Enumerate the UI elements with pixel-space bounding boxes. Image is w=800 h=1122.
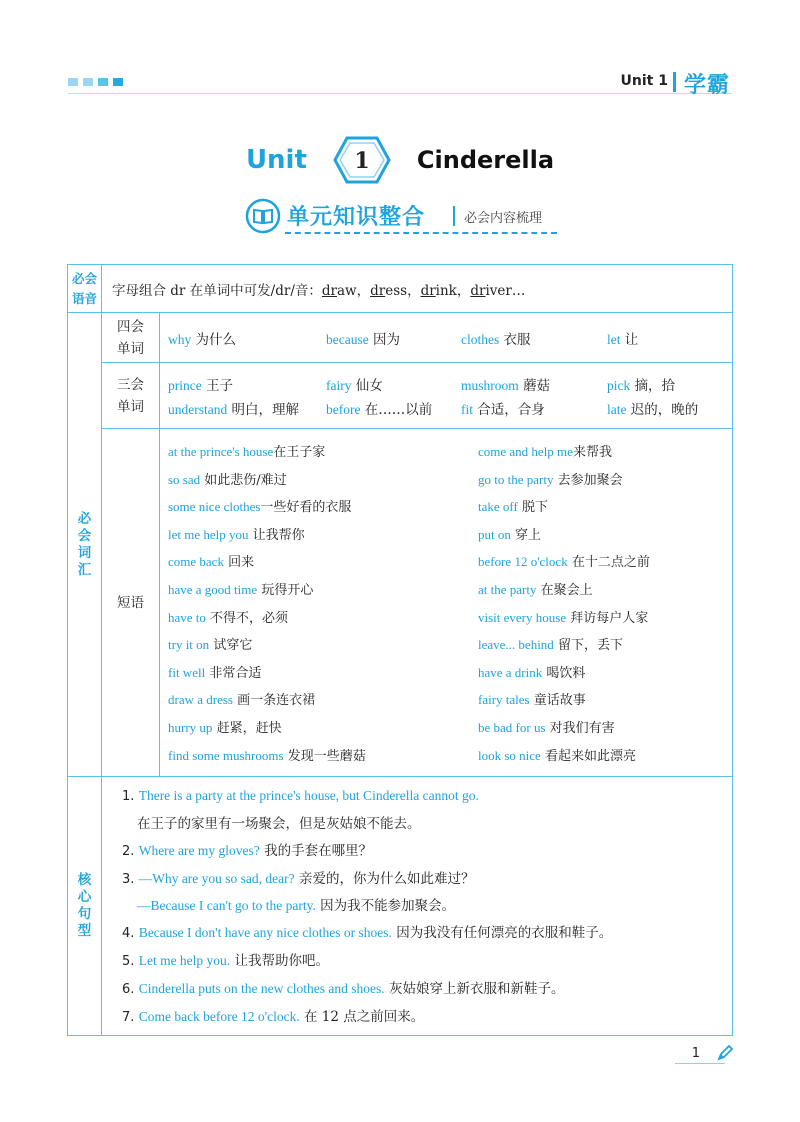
section-divider: [453, 206, 455, 226]
three-skill-label: 三会单词: [102, 363, 160, 429]
phrases-list: [160, 429, 733, 777]
three-skill-words-row: [68, 363, 733, 429]
phrase-item: hurry up 赶紧，赶快: [168, 719, 282, 736]
sentence-item: 4. Because I don't have any nice clothes or shoes. 因为我没有任何漂亮的衣服和鞋子。: [122, 925, 613, 942]
unit-number-badge: [333, 135, 391, 185]
phrases-label: 短语: [102, 429, 160, 777]
phrases-row: [68, 429, 733, 777]
phrase-item: have to 不得不，必须: [168, 609, 289, 626]
phrase-item: draw a dress 画一条连衣裙: [168, 692, 316, 709]
phrase-item: so sad 如此悲伤/难过: [168, 471, 287, 488]
phrase-item: take off 脱下: [478, 499, 548, 516]
vocab-item: fairy 仙女: [326, 377, 383, 394]
phonics-content: [102, 265, 733, 313]
page-number: 1: [691, 1046, 700, 1061]
section-title: 单元知识整合: [287, 205, 426, 230]
header-unit-label: Unit 1: [620, 73, 668, 89]
phrase-item: find some mushrooms 发现一些蘑菇: [168, 747, 366, 764]
sentences-row: [68, 777, 733, 1036]
phrase-item: at the prince's house在王子家: [168, 444, 326, 460]
phrase-item: go to the party 去参加聚会: [478, 471, 623, 488]
phrase-item: have a drink 喝饮料: [478, 664, 586, 681]
four-skill-words: [160, 313, 733, 363]
phonics-word: dress，: [370, 282, 421, 299]
book-icon: [245, 198, 281, 234]
phonics-word: draw，: [321, 282, 371, 299]
phrase-item: try it on 试穿它: [168, 637, 253, 654]
vocab-item: mushroom 蘑菇: [461, 377, 551, 394]
brand-logo: 学霸: [683, 73, 730, 98]
section-underline: [285, 232, 557, 234]
phrase-item: visit every house 拜访每户人家: [478, 609, 649, 626]
phrase-item: leave... behind 留下，丢下: [478, 637, 623, 654]
phrase-item: put on 穿上: [478, 526, 542, 543]
vocab-item: late 迟的，晚的: [607, 401, 699, 418]
header-divider: [673, 72, 676, 92]
phrase-item: fit well 非常合适: [168, 664, 262, 681]
phrase-item: fairy tales 童话故事: [478, 692, 586, 709]
sentence-item: 5. Let me help you. 让我帮助你吧。: [122, 952, 329, 969]
knowledge-table: [67, 264, 733, 1036]
phrase-item: let me help you 让我帮你: [168, 526, 305, 543]
phrase-item: come back 回来: [168, 554, 255, 571]
four-skill-words-row: [68, 313, 733, 363]
phrase-item: have a good time 玩得开心: [168, 581, 314, 598]
vocab-item: clothes 衣服: [461, 331, 531, 348]
vocab-item: before 在……以前: [326, 401, 433, 418]
header-decoration: [68, 78, 123, 86]
sentence-item: 3. —Why are you so sad, dear? 亲爱的，你为什么如此难过？: [122, 870, 475, 887]
phonics-label: 必会语音: [68, 265, 102, 313]
phrase-item: some nice clothes一些好看的衣服: [168, 499, 352, 516]
sentence-item: 6. Cinderella puts on the new clothes and shoes. 灰姑娘穿上新衣服和新鞋子。: [122, 980, 565, 997]
unit-number: 1: [354, 148, 370, 174]
phrase-item: be bad for us 对我们有害: [478, 719, 615, 736]
phrase-item: at the party 在聚会上: [478, 581, 593, 598]
section-subtitle: 必会内容梳理: [464, 211, 543, 226]
unit-title: [0, 135, 800, 185]
phrase-item: before 12 o'clock 在十二点之前: [478, 554, 650, 571]
sentences-label: 核心句型: [68, 777, 102, 1036]
sentence-item: —Because I can't go to the party. 因为我不能参加聚会。: [137, 898, 456, 915]
vocab-item: because 因为: [326, 331, 401, 348]
pencil-icon: [716, 1044, 734, 1062]
sentences-list: [102, 777, 733, 1036]
sentence-translation: 在王子的家里有一场聚会，但是灰姑娘不能去。: [137, 815, 421, 832]
unit-name: Cinderella: [416, 146, 555, 174]
vocab-item: pick 摘，拾: [607, 377, 676, 394]
phrase-item: look so nice 看起来如此漂亮: [478, 747, 636, 764]
vocab-item: let 让: [607, 331, 639, 348]
sentence-item: 7. Come back before 12 o'clock. 在 12 点之前回来。: [122, 1008, 425, 1025]
phonics-prefix: 字母组合 dr 在单词中可发/dr/音：: [112, 282, 322, 299]
phonics-word: drink，: [420, 282, 471, 299]
vocab-item: prince 王子: [168, 377, 234, 394]
vocab-item: understand 明白，理解: [168, 401, 300, 418]
vocab-item: why 为什么: [168, 331, 237, 348]
sentence-item: 1. There is a party at the prince's house, but Cinderella cannot go.: [122, 788, 479, 805]
header-rule: [68, 93, 732, 94]
vocab-label: 必会词汇: [68, 313, 102, 777]
vocab-item: fit 合适，合身: [461, 401, 545, 418]
phrase-item: come and help me来帮我: [478, 444, 612, 460]
section-banner: [245, 198, 565, 242]
phonics-row: [68, 265, 733, 313]
four-skill-label: 四会单词: [102, 313, 160, 363]
sentence-item: 2. Where are my gloves? 我的手套在哪里？: [122, 842, 373, 859]
three-skill-words: [160, 363, 733, 429]
page-number-rule: [675, 1063, 725, 1064]
phonics-word: driver…: [470, 282, 526, 299]
unit-word: Unit: [245, 145, 307, 175]
